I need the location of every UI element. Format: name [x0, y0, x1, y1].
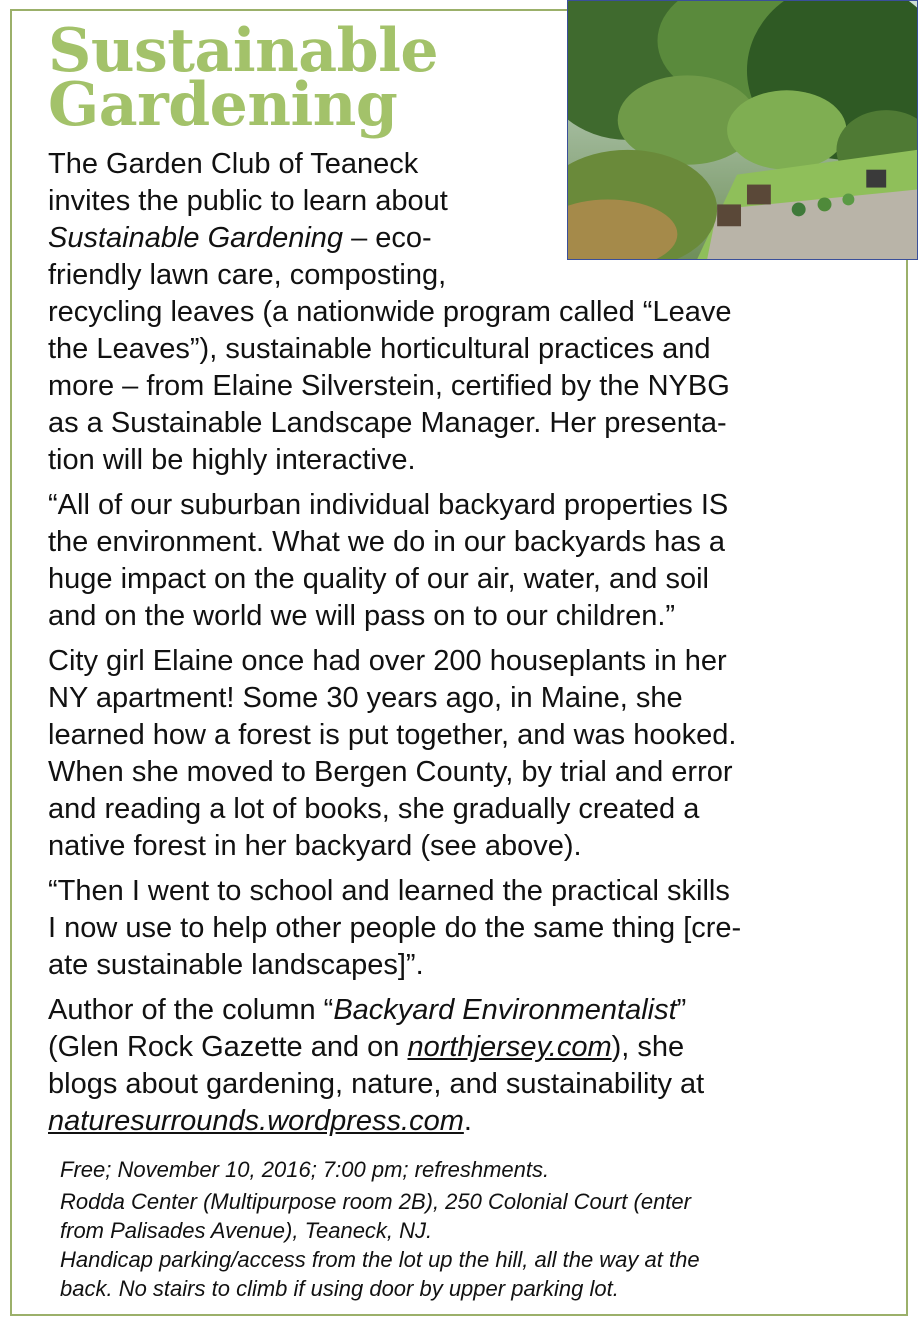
bio-paragraph [48, 643, 898, 865]
intro-line: the Leaves”), sustainable horticultural practices and [48, 333, 711, 365]
flyer-title [48, 16, 439, 140]
author-line: blogs about gardening, nature, and sustainability at [48, 1068, 705, 1100]
accessibility-line: back. No stairs to climb if using door by upper parking lot. [60, 1276, 619, 1301]
quote-line: “All of our suburban individual backyard properties IS [48, 489, 729, 521]
bio-line: City girl Elaine once had over 200 houseplants in her [48, 645, 727, 677]
quote-paragraph-1 [48, 487, 898, 635]
intro-line: The Garden Club of Teaneck [48, 148, 419, 180]
intro-line: more – from Elaine Silverstein, certified by the NYBG [48, 370, 730, 402]
bio-line: learned how a forest is put together, and was hooked. [48, 719, 737, 751]
title-line-1: Sustainable [48, 16, 439, 86]
quote-line: and on the world we will pass on to our children.” [48, 600, 676, 632]
intro-line: invites the public to learn about [48, 185, 448, 217]
quote-paragraph-2 [48, 873, 898, 984]
northjersey-link[interactable]: northjersey.com [407, 1031, 612, 1063]
bio-line: and reading a lot of books, she gradually created a [48, 793, 700, 825]
intro-line: recycling leaves (a nationwide program called “Leave [48, 296, 732, 328]
column-name: Backyard Environmentalist [333, 994, 677, 1026]
quote-line: I now use to help other people do the same thing [cre- [48, 912, 742, 944]
event-details [60, 1155, 880, 1303]
quote-line: “Then I went to school and learned the practical skills [48, 875, 730, 907]
author-line: naturesurrounds.wordpress.com. [48, 1105, 472, 1137]
quote-line: ate sustainable landscapes]”. [48, 949, 424, 981]
flyer-body [48, 146, 898, 1148]
blog-link[interactable]: naturesurrounds.wordpress.com [48, 1105, 464, 1137]
event-location-line: Rodda Center (Multipurpose room 2B), 250 Colonial Court (enter [60, 1189, 691, 1214]
accessibility-line: Handicap parking/access from the lot up the hill, all the way at the [60, 1247, 700, 1272]
title-line-2: Gardening [48, 70, 398, 140]
bio-line: NY apartment! Some 30 years ago, in Maine, she [48, 682, 683, 714]
event-topic: Sustainable Gardening [48, 222, 344, 254]
quote-line: huge impact on the quality of our air, water, and soil [48, 563, 709, 595]
bio-line: When she moved to Bergen County, by trial and error [48, 756, 733, 788]
event-location-line: from Palisades Avenue), Teaneck, NJ. [60, 1218, 433, 1243]
quote-line: the environment. What we do in our backyards has a [48, 526, 726, 558]
intro-line: as a Sustainable Landscape Manager. Her presenta- [48, 407, 727, 439]
author-paragraph [48, 992, 898, 1140]
bio-line: native forest in her backyard (see above). [48, 830, 582, 862]
author-line: (Glen Rock Gazette and on northjersey.com), she [48, 1031, 685, 1063]
intro-paragraph [48, 146, 898, 479]
intro-line: Sustainable Gardening – eco- [48, 222, 432, 254]
event-date-line: Free; November 10, 2016; 7:00 pm; refreshments. [60, 1157, 550, 1182]
intro-line: friendly lawn care, composting, [48, 259, 447, 291]
intro-line: tion will be highly interactive. [48, 444, 416, 476]
author-line: Author of the column “Backyard Environmentalist” [48, 994, 687, 1026]
